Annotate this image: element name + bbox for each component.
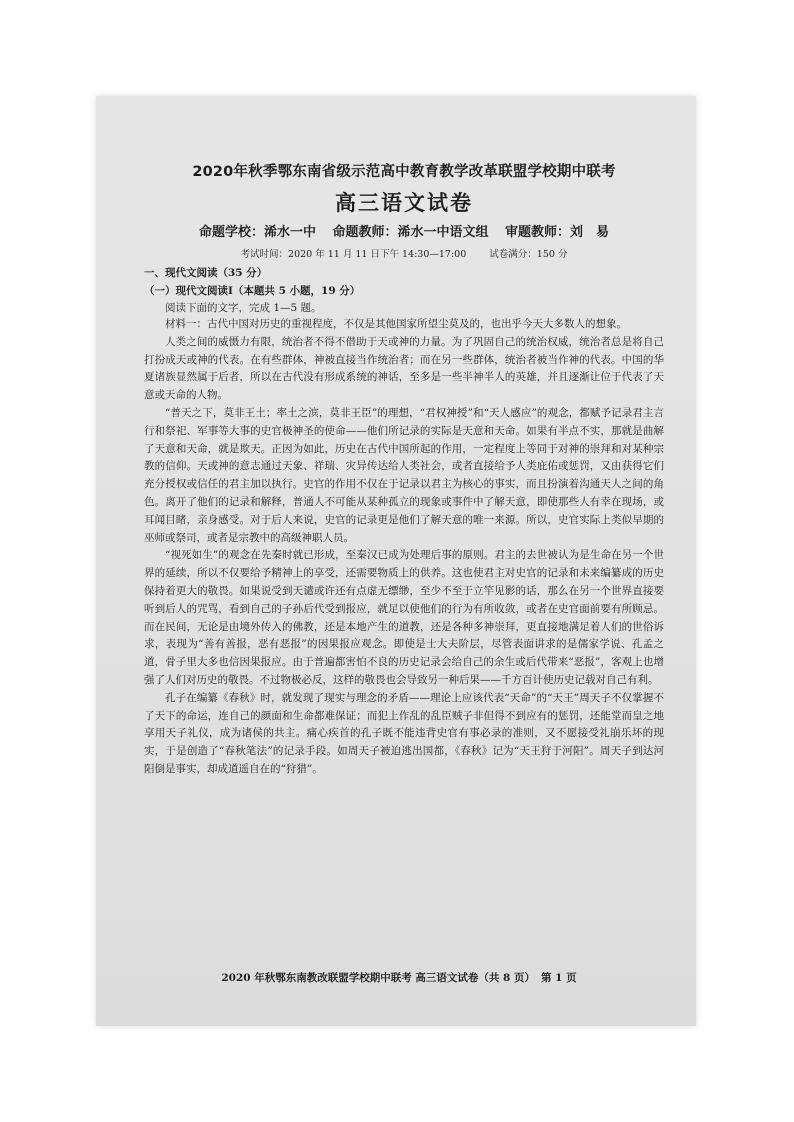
paragraph: 人类之间的威慑力有限，统治者不得不借助于天或神的力量。为了巩固自己的统治权威，统治者总是将自己打扮成天或神的代表。在有些群体，神被直接当作统治者；而在另一些群体，统治者被当作神的代表。中国的华夏诸族显然属于后者，所以在古代没有形成系统的神话，至多是一些半神半人的英雄，并且逐渐让位于代表了天意或天命的人物。	[144, 335, 664, 402]
page-content	[144, 160, 664, 779]
page-number: 第 1 页	[541, 972, 577, 984]
paragraph: “普天之下，莫非王土；率土之滨，莫非王臣”的理想，“君权神授”和“天人感应”的观念，都赋予记录君主言行和祭祀、军事等大事的史官极神圣的使命——他们所记录的实际是天意和天命。如果有半点不实，那就是曲解了天意和天命，就是欺天。正因为如此，历史在古代中国所起的作用，一定程度上等同于对神的崇拜和对某种宗教的信仰。天或神的意志通过天象、祥瑞、灾异传达给人类社会，或者直接给予人类庇佑或惩罚，又由获得它们充分授权或信任的君主加以执行。史官的作用不仅在于记录以君主为核心的事实，而且扮演着沟通天人之间的角色。离开了他们的记录和解释，普通人不可能从某种孤立的现象或事件中了解天意，即使那些人有幸在现场，或耳闻目睹，亲身感受。对于后人来说，史官的记录更是他们了解天意的唯一来源。所以，史官实际上类似早期的巫师或祭司，或者是宗教中的高级神职人员。	[144, 406, 664, 544]
credit-reviewer: 审题教师：刘 易	[505, 225, 610, 240]
exam-name: 2020年秋季鄂东南省级示范高中教育教学改革联盟学校期中联考	[192, 164, 616, 180]
credits-line	[144, 221, 664, 240]
credit-author: 命题教师：浠水一中语文组	[332, 225, 489, 240]
paragraph: “视死如生”的观念在先秦时就已形成，至秦汉已成为处理后事的原则。君主的去世被认为是生命在另一个世界的延续，所以不仅要给予精神上的享受，还需要物质上的供养。这也使君主对史官的记录和未来编纂成的历史保持着更大的敬畏。如果说受到天谴或许还有点虚无缥缈，至少不至于立竿见影的话，那么在另一个世界直接要听到后人的咒骂，看到自己的子孙后代受到报应，就足以使他们的行为有所收敛，或者在史官面前要有所顾忌。而在民间，无论是由境外传入的佛教，还是本地产生的道教，还是各种多神崇拜，更直接地满足着人们的世俗诉求，表现为“善有善报，恶有恶报”的因果报应观念。即使是士大夫阶层，尽管表面讲求的是儒家学说、孔孟之道，骨子里大多也信因果报应。由于普遍都害怕不良的历史记录会给自己的余生或后代带来“恶报”，客观上也增强了人们对历史的敬畏。不过物极必反，这样的敬畏也会导致另一种后果——千方百计使历史记载对自己有利。	[144, 549, 664, 686]
exam-meta	[144, 246, 664, 260]
reading-instruction: 阅读下面的文字，完成 1—5 题。	[165, 302, 322, 314]
credit-school: 命题学校：浠水一中	[198, 225, 316, 240]
page-footer	[96, 970, 696, 985]
footer-text: 2020 年秋鄂东南教改联盟学校期中联考 高三语文试卷（共 8 页）	[221, 972, 536, 984]
subsection-heading: （一）现代文阅读Ⅰ（本题共 5 小题，19 分）	[144, 285, 361, 297]
full-score: 试卷满分：150 分	[489, 249, 568, 260]
page-title: 高三语文试卷	[335, 191, 473, 215]
section-heading: 一、现代文阅读（35 分）	[144, 267, 268, 279]
exam-time: 考试时间：2020 年 11 月 11 日下午 14:30—17:00	[240, 249, 467, 260]
paragraph-material-one: 材料一：古代中国对历史的重视程度，不仅是其他国家所望尘莫及的，也出乎今天大多数人的想象。	[165, 318, 627, 330]
scanned-exam-page	[96, 96, 696, 1026]
paragraph: 孔子在编纂《春秋》时，就发现了现实与理念的矛盾——理论上应该代表“天命”的“天王”周天子不仅掌握不了天下的命运，连自己的颜面和生命都难保证；而犯上作乱的乱臣贼子非但得不到应有的惩罚，还能堂而皇之地享用天子礼仪，成为诸侯的共主。痛心疾首的孔子既不能违背史官有事必录的准则，又不愿接受礼崩乐坏的现实，于是创造了“春秋笔法”的记录手段。如周天子被迫逃出国都，《春秋》记为“天王狩于河阳”。周天子到达河阳倒是事实，却成道遥自在的“狩猎”。	[144, 691, 664, 775]
